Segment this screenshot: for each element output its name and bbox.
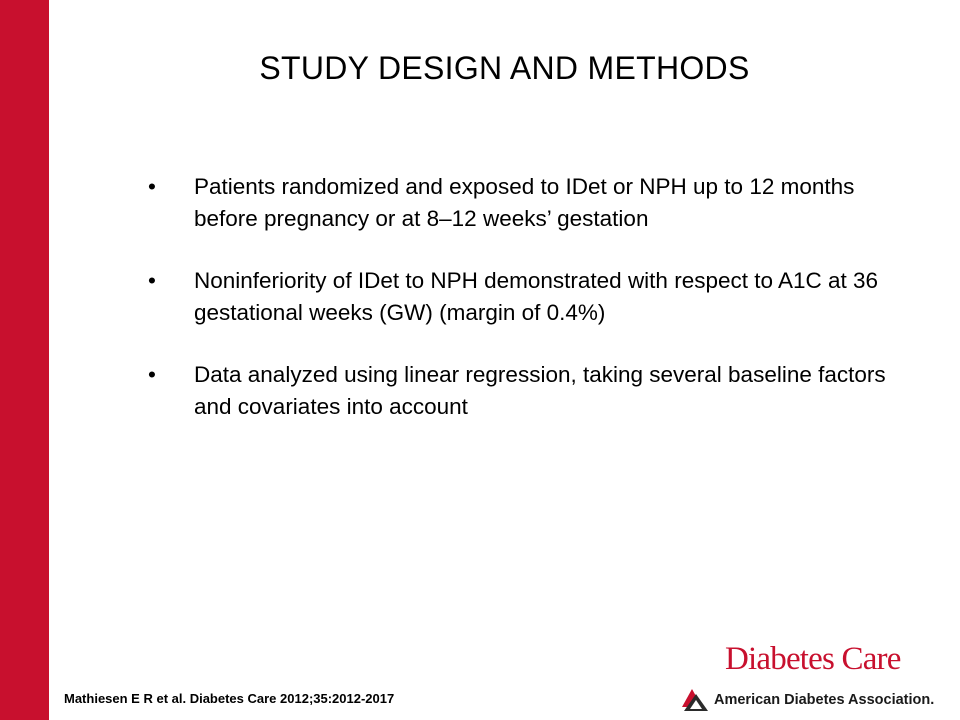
bullet-text: Patients randomized and exposed to IDet or NPH up to 12 months before pregnancy or at 8–12 weeks’ gestation: [194, 174, 855, 231]
bullet-marker: •: [148, 362, 156, 387]
bullet-marker: •: [148, 174, 156, 199]
bullet-text: Noninferiority of IDet to NPH demonstrated with respect to A1C at 36 gestational weeks (GW) (margin of 0.4%): [194, 268, 879, 325]
left-accent-bar: [0, 0, 49, 720]
bullet-item: [148, 265, 908, 329]
bullet-text: Data analyzed using linear regression, taking several baseline factors and covariates into account: [194, 362, 886, 419]
bullet-marker: •: [148, 268, 156, 293]
journal-logo: Diabetes Care: [725, 641, 901, 677]
ada-logo: [681, 688, 934, 712]
bullet-list: [148, 171, 908, 453]
slide-title: STUDY DESIGN AND METHODS: [259, 50, 750, 86]
ada-triangle-icon: [681, 688, 709, 712]
bullet-item: [148, 359, 908, 423]
bullet-item: [148, 171, 908, 235]
citation: Mathiesen E R et al. Diabetes Care 2012;35:2012-2017: [64, 691, 395, 706]
association-name: American Diabetes Association.: [714, 692, 935, 708]
